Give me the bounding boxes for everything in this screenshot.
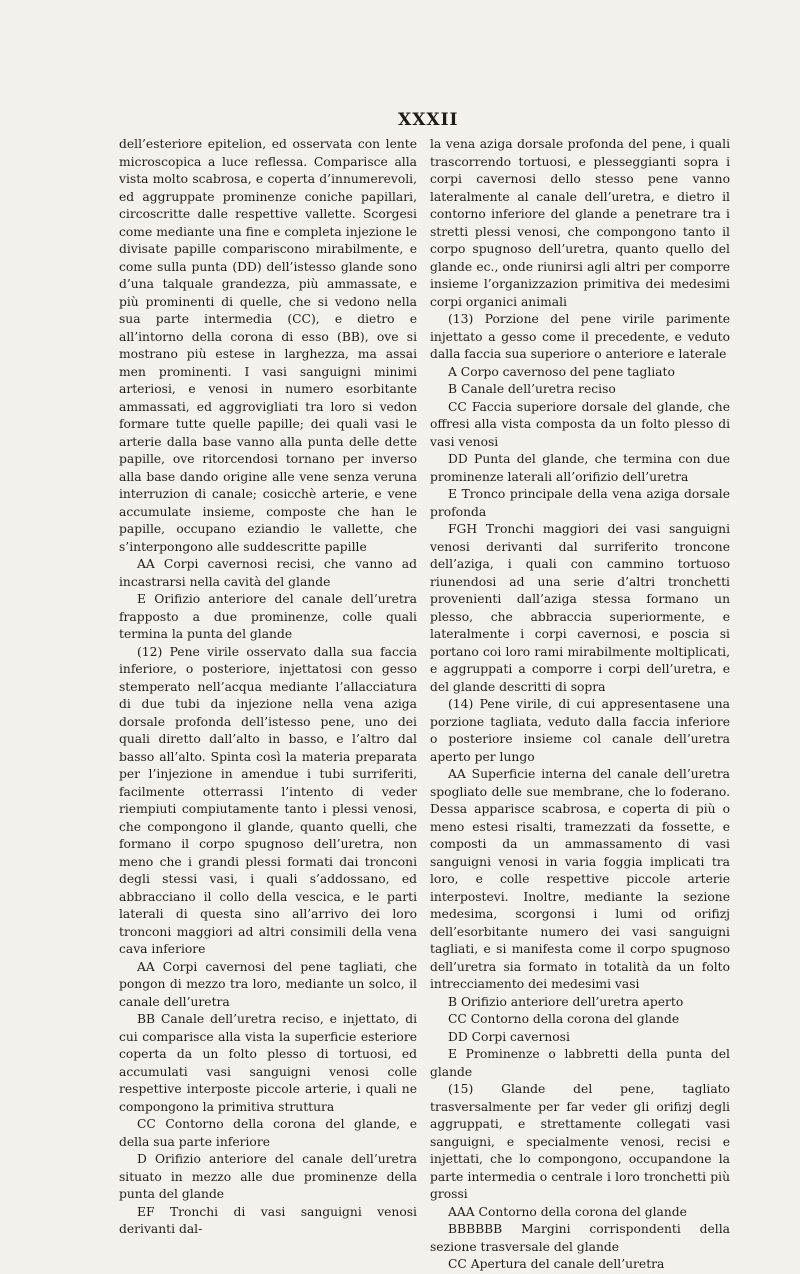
- paragraph: la vena aziga dorsale profonda del pene, i quali trascorrendo tortuosi, e plesseggianti sopra i corpi cavernosi dello stesso pene vanno lateralmente al canale dell’uretra, e dietro il contorno inferiore del glande a penetrare tra i stretti plessi venosi, che compongono tanto il corpo spugnoso dell’uretra, quanto quello del glande ec., onde riunirsi agli altri per comporre insieme l’organizzazion primitiva dei medesimi corpi organici animali: [430, 137, 730, 309]
- legend-item: DD Corpi cavernosi: [448, 1029, 570, 1044]
- legend-item: AA Superficie interna del canale dell’uretra spogliato delle sue membrane, che lo foderano. Dessa apparisce scabrosa, e coperta di più o meno estesi risalti, tramezzati da fossette, e composti da un ammassamento di vasi sanguigni venosi in varia foggia implicati tra loro, e colle respettive piccole arterie interpostevi. Inoltre, mediante la sezione medesima, scorgonsi i lumi od orifizj dell’esorbitante numero dei vasi sanguigni tagliati, e si manifesta come il corpo spugnoso dell’uretra sia formato in totalità da un folto intrecciamento dei medesimi vasi: [430, 767, 730, 991]
- legend-item: B Canale dell’uretra reciso: [448, 382, 616, 396]
- legend-item: CC Apertura del canale dell’uretra: [448, 1257, 665, 1271]
- left-column: [119, 136, 417, 1239]
- page-number: XXXII: [398, 110, 459, 130]
- legend-item: BB Canale dell’uretra reciso, e injettato, di cui comparisce alla vista la superficie esteriore coperta da un folto plesso di tortuosi, ed accumulati vasi sanguigni venosi colle respettive interposte piccole arterie, i quali ne compongono la primitiva struttura: [119, 1012, 417, 1114]
- legend-item: CC Contorno della corona del glande: [448, 1012, 680, 1026]
- legend-item: EF Tronchi di vasi sanguigni venosi derivanti dal-: [119, 1204, 417, 1236]
- legend-item: DD Punta del glande, che termina con due prominenze laterali all’orifizio dell’uretra: [430, 452, 730, 484]
- legend-item: AAA Contorno della corona del glande: [448, 1204, 687, 1219]
- legend-item: CC Contorno della corona del glande, e della sua parte inferiore: [119, 1117, 417, 1149]
- figure-description: (14) Pene virile, di cui appresentasene una porzione tagliata, veduto dalla faccia inferiore o posteriore insieme col canale dell’uretra aperto per lungo: [430, 697, 730, 764]
- legend-item: E Prominenze o labbretti della punta del glande: [430, 1047, 730, 1079]
- right-column: [430, 136, 730, 1274]
- legend-item: A Corpo cavernoso del pene tagliato: [448, 364, 675, 379]
- legend-item: BBBBBB Margini corrispondenti della sezione trasversale del glande: [430, 1222, 730, 1254]
- legend-item: B Orifizio anteriore dell’uretra aperto: [448, 994, 684, 1009]
- figure-description: (13) Porzione del pene virile parimente injettato a gesso come il precedente, e veduto dalla faccia sua superiore o anteriore e laterale: [430, 312, 730, 361]
- legend-item: E Orifizio anteriore del canale dell’uretra frapposto a due prominenze, colle quali termina la punta del glande: [119, 592, 417, 641]
- legend-item: D Orifizio anteriore del canale dell’uretra situato in mezzo alle due prominenze della punta del glande: [119, 1152, 417, 1201]
- legend-item: FGH Tronchi maggiori dei vasi sanguigni venosi derivanti dal surriferito troncone dell’aziga, i quali con cammino tortuoso riunendosi ad una serie d’altri tronchetti provenienti dall’aziga stessa formano un plesso, che abbraccia superiormente, e lateralmente i corpi cavernosi, e poscia si portano coi loro rami mirabilmente moltiplicati, e aggruppati a comporre i corpi dell’uretra, e del glande descritti di sopra: [430, 522, 730, 694]
- legend-item: E Tronco principale della vena aziga dorsale profonda: [430, 487, 730, 519]
- legend-item: AA Corpi cavernosi recisi, che vanno ad incastrarsi nella cavità del glande: [119, 557, 417, 589]
- figure-description: (12) Pene virile osservato dalla sua faccia inferiore, o posteriore, injettatosi con gesso stemperato nell’acqua mediante l’allacciatura di due tubi da injezione nella vena aziga dorsale profonda dell’istesso pene, uno dei quali diretto dall’alto in basso, e l’altro dal basso all’alto. Spinta così la materia preparata per l’injezione in amendue i tubi surriferiti, facilmente otterrassi l’intento di veder riempiuti compiutamente tanto i plessi venosi, che compongono il glande, quanto quelli, che formano il corpo spugnoso dell’uretra, non meno che i grandi plessi formati dai tronconi degli stessi vasi, i quali s’addossano, ed abbracciano il collo della vescica, e le parti laterali di questa sino all’arrivo dei loro tronconi maggiori ad altri consimili della vena cava inferiore: [119, 644, 417, 956]
- figure-description: (15) Glande del pene, tagliato trasversalmente per far veder gli orifizj degli aggruppati, e strettamente collegati vasi sanguigni, e specialmente venosi, recisi e injettati, che lo compongono, occupandone la parte intermedia o centrale i loro tronchetti più grossi: [430, 1082, 730, 1201]
- legend-item: CC Faccia superiore dorsale del glande, che offresi alla vista composta da un folto plesso di vasi venosi: [430, 399, 730, 449]
- paragraph: dell’esteriore epitelion, ed osservata con lente microscopica a luce reflessa. Comparisce alla vista molto scabrosa, e coperta d’innumerevoli, ed aggruppate prominenze coniche papillari, circoscritte dalle respettive vallette. Scorgesi come mediante una fine e completa injezione le divisate papille compariscono mirabilmente, e come sulla punta (DD) dell’istesso glande sono d’una talquale grandezza, più ammassate, e più prominenti di quelle, che si vedono nella sua parte intermedia (CC), e dietro e all’intorno della corona di esso (BB), ove si mostrano più estese in larghezza, ma assai men prominenti. I vasi sanguigni minimi arteriosi, e venosi in numero esorbitante ammassati, ed aggrovigliati tra loro si vedon formare tutte quelle papille; dei quali vasi le arterie dalla base vanno alla punta delle dette papille, ove ritorcendosi tornano per inverso alla base dando origine alle vene senza veruna interruzion di canale; cosicchè arterie, e vene accumulate insieme, composte che han le papille, occupano eziandio le vallette, che s’interpongono alle suddescritte papille: [119, 137, 417, 554]
- legend-item: AA Corpi cavernosi del pene tagliati, che pongon di mezzo tra loro, mediante un solco, il canale dell’uretra: [119, 959, 417, 1009]
